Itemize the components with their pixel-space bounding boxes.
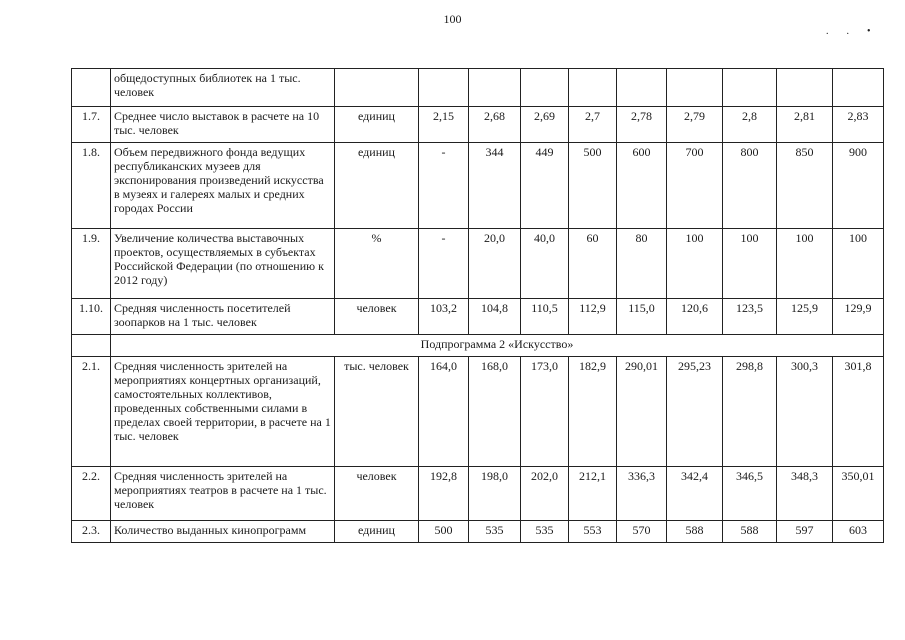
value-cell: 800 (723, 143, 777, 229)
row-number: 2.3. (72, 521, 111, 543)
table-body (72, 69, 884, 543)
value-cell: 20,0 (469, 229, 521, 299)
value-cell (569, 69, 617, 107)
value-cell: 588 (667, 521, 723, 543)
value-cell: 125,9 (777, 299, 833, 335)
value-cell: 112,9 (569, 299, 617, 335)
value-cell: 168,0 (469, 357, 521, 467)
value-cell: 535 (521, 521, 569, 543)
value-cell: 300,3 (777, 357, 833, 467)
value-cell (469, 69, 521, 107)
value-cell (777, 69, 833, 107)
indicator-name: Увеличение количества выставочных проектов, осуществляемых в субъектах Российской Федерации (по отношению к 2012 году) (111, 229, 335, 299)
value-cell: 2,7 (569, 107, 617, 143)
value-cell: 301,8 (833, 357, 884, 467)
value-cell: 212,1 (569, 467, 617, 521)
value-cell: 570 (617, 521, 667, 543)
table-row (72, 143, 884, 229)
value-cell: 588 (723, 521, 777, 543)
value-cell: 342,4 (667, 467, 723, 521)
indicator-name: Объем передвижного фонда ведущих республиканских музеев для экспонирования произведений искусства в музеях и галереях малых и средних городах России (111, 143, 335, 229)
value-cell: - (419, 229, 469, 299)
value-cell: 500 (569, 143, 617, 229)
value-cell: 900 (833, 143, 884, 229)
indicator-name: Средняя численность зрителей на мероприятиях концертных организаций, самостоятельных коллективов, проведенных собственными силами в пределах своей территории, в расчете на 1 тыс. человек (111, 357, 335, 467)
value-cell: 295,23 (667, 357, 723, 467)
unit-of-measure: единиц (335, 143, 419, 229)
value-cell: 850 (777, 143, 833, 229)
value-cell: 2,68 (469, 107, 521, 143)
value-cell: 129,9 (833, 299, 884, 335)
value-cell: 198,0 (469, 467, 521, 521)
unit-of-measure: единиц (335, 521, 419, 543)
value-cell (521, 69, 569, 107)
value-cell: 60 (569, 229, 617, 299)
value-cell: 2,69 (521, 107, 569, 143)
value-cell (667, 69, 723, 107)
value-cell: 164,0 (419, 357, 469, 467)
unit-of-measure: единиц (335, 107, 419, 143)
value-cell: 346,5 (723, 467, 777, 521)
value-cell: - (419, 143, 469, 229)
indicator-name: общедоступных библиотек на 1 тыс. человек (111, 69, 335, 107)
value-cell: 449 (521, 143, 569, 229)
indicator-name: Среднее число выставок в расчете на 10 тыс. человек (111, 107, 335, 143)
row-number: 1.8. (72, 143, 111, 229)
row-number: 1.7. (72, 107, 111, 143)
value-cell: 336,3 (617, 467, 667, 521)
value-cell: 597 (777, 521, 833, 543)
value-cell: 298,8 (723, 357, 777, 467)
table-row (72, 299, 884, 335)
row-number: 2.2. (72, 467, 111, 521)
unit-of-measure: человек (335, 467, 419, 521)
subprogram-header-row (72, 335, 884, 357)
value-cell: 553 (569, 521, 617, 543)
value-cell: 182,9 (569, 357, 617, 467)
unit-of-measure (335, 69, 419, 107)
table-row (72, 69, 884, 107)
value-cell: 2,15 (419, 107, 469, 143)
value-cell: 173,0 (521, 357, 569, 467)
value-cell: 100 (777, 229, 833, 299)
indicator-name: Количество выданных кинопрограмм (111, 521, 335, 543)
value-cell (419, 69, 469, 107)
value-cell: 600 (617, 143, 667, 229)
table-row (72, 229, 884, 299)
unit-of-measure: тыс. человек (335, 357, 419, 467)
row-number (72, 69, 111, 107)
value-cell (617, 69, 667, 107)
value-cell: 40,0 (521, 229, 569, 299)
value-cell: 104,8 (469, 299, 521, 335)
subheader-gutter-cell (72, 335, 111, 357)
scan-mark: .. (826, 26, 867, 37)
value-cell: 535 (469, 521, 521, 543)
value-cell: 2,79 (667, 107, 723, 143)
table-row (72, 357, 884, 467)
value-cell: 603 (833, 521, 884, 543)
value-cell (833, 69, 884, 107)
value-cell: 115,0 (617, 299, 667, 335)
value-cell: 2,83 (833, 107, 884, 143)
indicator-name: Средняя численность посетителей зоопарков на 1 тыс. человек (111, 299, 335, 335)
row-number: 2.1. (72, 357, 111, 467)
value-cell: 2,8 (723, 107, 777, 143)
value-cell: 2,78 (617, 107, 667, 143)
value-cell: 192,8 (419, 467, 469, 521)
value-cell: 500 (419, 521, 469, 543)
value-cell: 100 (833, 229, 884, 299)
value-cell: 100 (723, 229, 777, 299)
unit-of-measure: % (335, 229, 419, 299)
value-cell: 202,0 (521, 467, 569, 521)
value-cell: 123,5 (723, 299, 777, 335)
row-number: 1.9. (72, 229, 111, 299)
unit-of-measure: человек (335, 299, 419, 335)
value-cell: 103,2 (419, 299, 469, 335)
value-cell: 348,3 (777, 467, 833, 521)
table-row (72, 107, 884, 143)
table-row (72, 467, 884, 521)
value-cell: 350,01 (833, 467, 884, 521)
table-row (72, 521, 884, 543)
scan-corner-marks (826, 26, 889, 37)
value-cell: 2,81 (777, 107, 833, 143)
page-number: 100 (443, 12, 462, 26)
value-cell: 700 (667, 143, 723, 229)
value-cell: 110,5 (521, 299, 569, 335)
value-cell: 100 (667, 229, 723, 299)
indicators-table (71, 68, 884, 543)
value-cell (723, 69, 777, 107)
value-cell: 290,01 (617, 357, 667, 467)
value-cell: 80 (617, 229, 667, 299)
subprogram-title: Подпрограмма 2 «Искусство» (111, 335, 884, 357)
value-cell: 344 (469, 143, 521, 229)
value-cell: 120,6 (667, 299, 723, 335)
indicator-name: Средняя численность зрителей на мероприятиях театров в расчете на 1 тыс. человек (111, 467, 335, 521)
scan-mark: • (867, 26, 889, 37)
row-number: 1.10. (72, 299, 111, 335)
